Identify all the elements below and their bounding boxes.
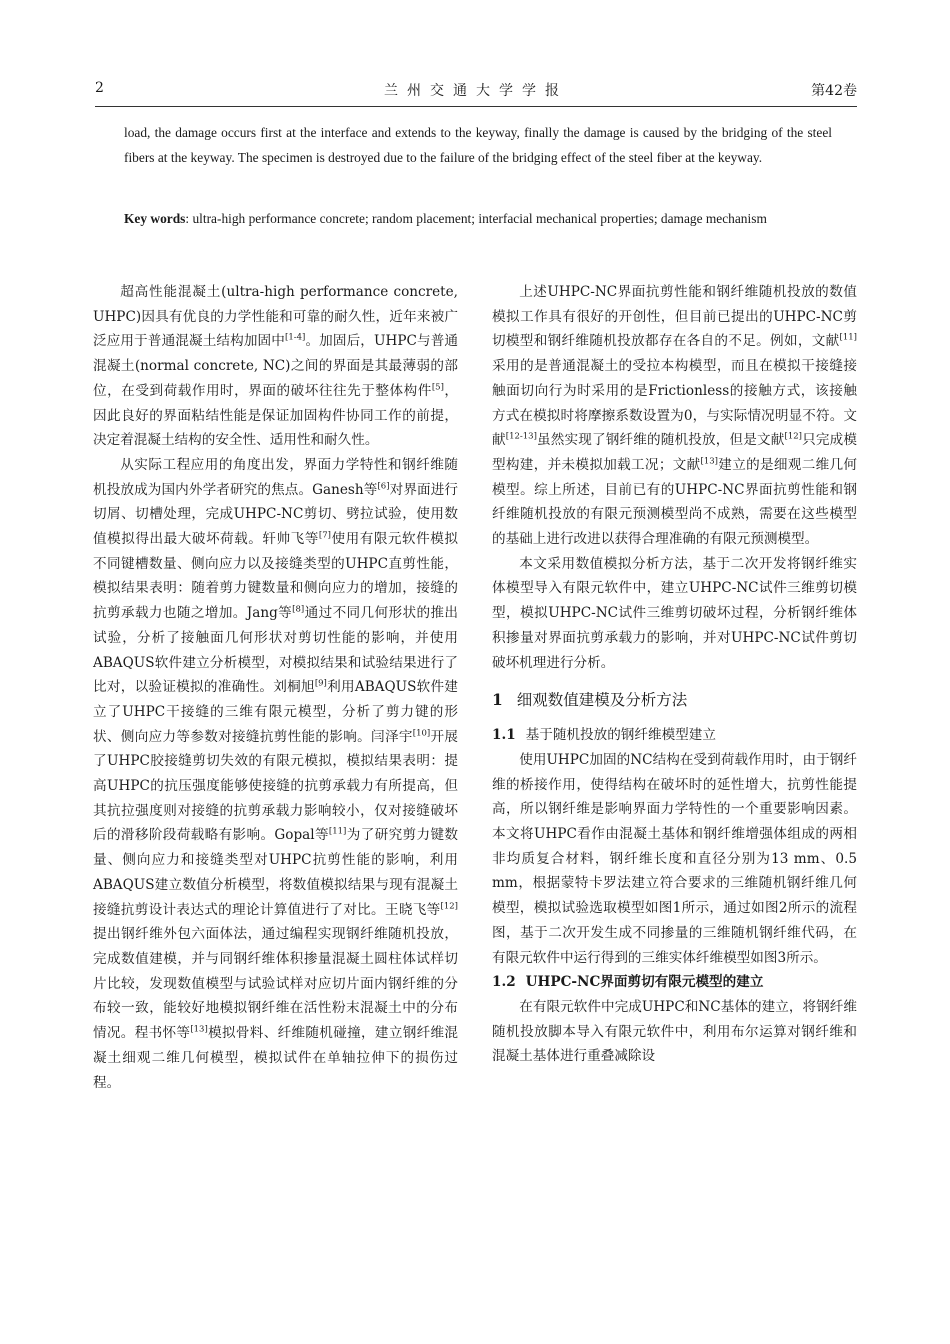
text-run: 利用ABAQUS软件建立了UHPC干接缝的三维有限元模型，分析了剪力键的形状、侧向应力等参数对接缝抗剪性能的影响。闫泽宇 <box>93 679 458 745</box>
citation: [13] <box>190 1024 208 1035</box>
keywords-label: Key words <box>124 211 186 226</box>
citation: [12-13] <box>505 431 537 442</box>
text-run: 对界面进行切屑、切槽处理，完成UHPC-NC剪切、劈拉试验，使用数值模拟得出最大破坏荷载。轩帅飞等 <box>93 481 459 548</box>
citation: [10] <box>412 728 431 739</box>
english-keywords <box>124 206 832 231</box>
subsection-heading-1-2 <box>492 970 857 995</box>
page-number: 2 <box>95 80 104 96</box>
header-rule <box>95 106 857 107</box>
text-run: 提出钢纤维外包六面体法，通过编程实现钢纤维随机投放，完成数值建模，并与同钢纤维体积掺量混凝土圆柱体试样切片比较，发现数值模型与试验试样对应切片面内钢纤维的分布较一致，能较好地模拟钢纤维在活性粉末混凝土中的分布情况。程书怀等 <box>93 926 458 1042</box>
subsection-number: 1.2 <box>492 974 516 991</box>
citation: [13] <box>700 456 718 467</box>
text-run: 模拟骨料、纤维随机碰撞，建立钢纤维混凝土细观二维几何模型，模拟试件在单轴拉伸下的损伤过程。 <box>93 1025 459 1091</box>
left-column <box>93 280 458 1095</box>
citation: [9] <box>314 678 327 689</box>
subsection-title: UHPC-NC界面剪切有限元模型的建立 <box>525 974 764 991</box>
abstract-text: load, the damage occurs first at the interface and extends to the keyway, finally the damage is caused by the bridging of the steel fibers at the keyway. The specimen is destroyed due to the failure of the bridging effect of the steel fiber at the keyway. <box>124 125 832 165</box>
text-run: 虽然实现了钢纤维的随机投放，但是文献 <box>536 432 785 449</box>
text-run: 建立的是细观二维几何模型。综上所述，目前已有的UHPC-NC界面抗剪性能和钢纤维随机投放的有限元预测模型尚不成熟，需要在这些模型的基础上进行改进以获得合理准确的有限元预测模型。 <box>492 456 858 548</box>
subsection-title: 基于随机投放的钢纤维模型建立 <box>525 727 716 744</box>
text-run: 只完成模型构建，并未模拟加载工况；文献 <box>492 432 857 473</box>
subsection-heading-1-1 <box>492 723 857 748</box>
citation: [5] <box>431 382 444 393</box>
intro-paragraph-1 <box>93 280 458 453</box>
intro-paragraph-2 <box>93 453 458 1095</box>
citation: [12] <box>440 901 458 912</box>
text-run: 使用有限元软件模拟不同键槽数量、侧向应力以及接缝类型的UHPC直剪性能，模拟结果表明：随着剪力键数量和侧向应力的增加，接缝的抗剪承载力也随之增加。Jang等 <box>93 531 459 622</box>
citation: [7] <box>318 530 331 541</box>
section-heading-1 <box>492 687 857 713</box>
volume-label: 第42卷 <box>811 83 857 99</box>
citation: [11] <box>839 332 857 343</box>
text-run: 开展了UHPC胶接缝剪切失效的有限元模拟，模拟结果表明：提高UHPC的抗压强度能够使接缝的抗剪承载力有所提高，但其抗拉强度则对接缝的抗剪承载力影响较小，仅对接缝破坏后的滑移阶段荷载略有影响。Gopal等 <box>93 728 459 844</box>
intro-paragraph-4: 本文采用数值模拟分析方法，基于二次开发将钢纤维实体模型导入有限元软件中，建立UHPC-NC试件三维剪切模型，模拟UHPC-NC试件三维剪切破坏过程，分析钢纤维体积掺量对界面抗剪承载力的影响，并对UHPC-NC试件剪切破坏机理进行分析。 <box>492 555 857 671</box>
right-column <box>492 280 857 1069</box>
citation: [1-4] <box>285 332 306 343</box>
citation: [11] <box>328 826 347 837</box>
text-run: 采用的是普通混凝土的受拉本构模型，而且在模拟干接缝接触面切向行为时采用的是Frictionless的接触方式，该接触方式在模拟时将摩擦系数设置为0，与实际情况明显不符。文献 <box>492 358 857 449</box>
citation: [6] <box>377 481 390 492</box>
english-abstract-tail <box>124 120 832 170</box>
method-paragraph-2: 在有限元软件中完成UHPC和NC基体的建立，将钢纤维随机投放脚本导入有限元软件中，利用布尔运算对钢纤维和混凝土基体进行重叠减除设 <box>492 998 857 1065</box>
text-run: 超高性能混凝土(ultra-high performance concrete, UHPC)因具有优良的力学性能和可靠的耐久性，近年来被广泛应用于普通混凝土结构加固中 <box>93 284 458 350</box>
journal-name: 兰州交通大学学报 <box>384 83 568 99</box>
text-run: 通过不同几何形状的推出试验，分析了接触面几何形状对剪切性能的影响，并使用ABAQUS软件建立分析模型，对模拟结果和试验结果进行了比对，以验证模拟的准确性。刘桐旭 <box>93 605 459 696</box>
citation: [8] <box>292 604 305 615</box>
section-number: 1 <box>492 690 503 710</box>
intro-paragraph-3 <box>492 280 857 552</box>
method-paragraph-1: 使用UHPC加固的NC结构在受到荷载作用时，由于钢纤维的桥接作用，使得结构在破坏时的延性增大，抗剪性能提高，所以钢纤维是影响界面力学特性的一个重要影响因素。本文将UHPC看作由混凝土基体和钢纤维增强体组成的两相非均质复合材料，钢纤维长度和直径分别为13 mm、0.5 mm，根据蒙特卡罗法建立符合要求的三维随机钢纤维几何模型，模拟试验选取模型如图1所示，通过如图2所示的流程图，基于二次开发生成不同掺量的三维随机钢纤维代码，在有限元软件中运行得到的三维实体纤维模型如图3所示。 <box>492 751 857 966</box>
text-run: 上述UHPC-NC界面抗剪性能和钢纤维随机投放的数值模拟工作具有很好的开创性，但目前已提出的UHPC-NC剪切模型和钢纤维随机投放都存在各自的不足。例如，文献 <box>492 284 857 350</box>
keywords-text: : ultra-high performance concrete; random placement; interfacial mechanical properties; damage mechanism <box>185 211 767 226</box>
section-title: 细观数值建模及分析方法 <box>516 691 688 710</box>
running-header <box>95 80 857 102</box>
text-run: 从实际工程应用的角度出发，界面力学特性和钢纤维随机投放成为国内外学者研究的焦点。Ganesh等 <box>93 456 458 498</box>
text-run: 为了研究剪力键数量、侧向应力和接缝类型对UHPC抗剪性能的影响，利用ABAQUS建立数值分析模型，将数值模拟结果与现有混凝土接缝抗剪设计表达式的理论计算值进行了对比。王晓飞等 <box>93 827 459 918</box>
text-run: 。加固后，UHPC与普通混凝土(normal concrete, NC)之间的界面是其最薄弱的部位，在受到荷载作用时，界面的破坏往往先于整体构件 <box>93 333 459 399</box>
subsection-number: 1.1 <box>492 727 516 744</box>
citation: [12] <box>784 431 802 442</box>
text-run: ，因此良好的界面粘结性能是保证加固构件协同工作的前提，决定着混凝土结构的安全性、适用性和耐久性。 <box>93 382 459 449</box>
